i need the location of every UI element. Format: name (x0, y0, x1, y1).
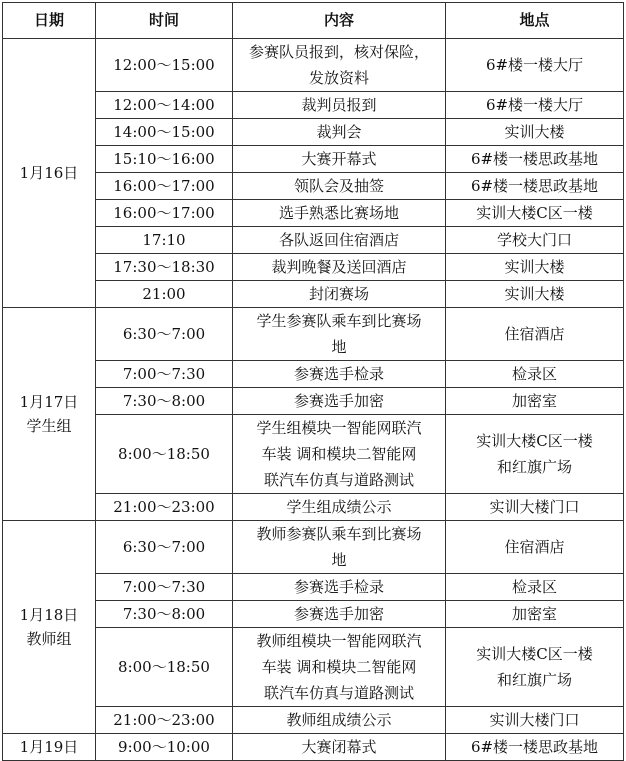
content-cell (233, 308, 446, 361)
place-cell (446, 388, 624, 415)
table-row (3, 494, 624, 521)
content-line: 参赛选手加密 (293, 605, 384, 623)
time-cell: 21:00 (96, 281, 233, 308)
content-cell (233, 707, 446, 734)
date-line: 1月19日 (19, 738, 79, 756)
content-cell (233, 388, 446, 415)
table-row (3, 146, 624, 173)
content-cell (233, 521, 446, 574)
content-cell (233, 361, 446, 388)
content-cell (233, 119, 446, 146)
place-cell (446, 281, 624, 308)
date-line: 学生组 (26, 417, 72, 435)
content-line: 学生组模块一智能网联汽 (256, 419, 422, 437)
table-row (3, 119, 624, 146)
time-cell: 7:30～8:00 (96, 601, 233, 628)
content-cell (233, 628, 446, 707)
content-line: 学生参赛队乘车到比赛场 (256, 312, 422, 330)
content-line: 裁判员报到 (301, 96, 377, 114)
content-cell (233, 39, 446, 92)
table-row (3, 388, 624, 415)
place-cell (446, 415, 624, 494)
time-cell: 16:00～17:00 (96, 200, 233, 227)
place-line: 6#楼一楼思政基地 (470, 738, 599, 756)
place-line: 实训大楼C区一楼 (476, 432, 593, 450)
place-cell (446, 254, 624, 281)
place-cell (446, 119, 624, 146)
place-line: 加密室 (511, 392, 557, 410)
table-row (3, 39, 624, 92)
content-line: 大赛闭幕式 (301, 738, 377, 756)
time-cell: 8:00～18:50 (96, 628, 233, 707)
place-line: 学校大门口 (496, 231, 572, 249)
place-line: 加密室 (511, 605, 557, 623)
content-cell (233, 200, 446, 227)
content-line: 车装 调和模块二智能网 (261, 445, 417, 463)
content-line: 教师组模块一智能网联汽 (256, 632, 422, 650)
place-line: 6#楼一楼思政基地 (470, 177, 599, 195)
time-cell: 21:00～23:00 (96, 494, 233, 521)
place-cell (446, 361, 624, 388)
place-line: 和红旗广场 (496, 671, 572, 689)
schedule-body (3, 39, 624, 761)
content-line: 参赛队员报到，核对保险， (248, 43, 429, 61)
header-row (3, 3, 624, 39)
content-line: 大赛开幕式 (301, 150, 377, 168)
place-line: 实训大楼C区一楼 (476, 645, 593, 663)
content-line: 联汽车仿真与道路测试 (263, 471, 414, 489)
place-line: 实训大楼 (504, 285, 565, 303)
content-line: 学生组成绩公示 (286, 498, 392, 516)
content-cell (233, 734, 446, 761)
place-cell (446, 200, 624, 227)
header-place: 地点 (446, 3, 624, 39)
time-cell: 15:10～16:00 (96, 146, 233, 173)
date-line: 1月17日 (19, 393, 79, 411)
place-line: 住宿酒店 (504, 325, 565, 343)
content-cell (233, 494, 446, 521)
place-line: 6#楼一楼大厅 (485, 96, 584, 114)
place-line: 实训大楼门口 (489, 711, 580, 729)
place-line: 6#楼一楼思政基地 (470, 150, 599, 168)
header-date: 日期 (3, 3, 96, 39)
time-cell: 6:30～7:00 (96, 308, 233, 361)
content-line: 地 (331, 338, 347, 356)
date-line: 1月16日 (19, 164, 79, 182)
content-line: 车装 调和模块二智能网 (261, 658, 417, 676)
place-cell (446, 173, 624, 200)
table-row (3, 601, 624, 628)
date-line: 教师组 (26, 630, 72, 648)
place-cell (446, 734, 624, 761)
content-cell (233, 173, 446, 200)
table-row (3, 281, 624, 308)
content-cell (233, 227, 446, 254)
time-cell: 16:00～17:00 (96, 173, 233, 200)
place-line: 检录区 (511, 578, 557, 596)
content-cell (233, 254, 446, 281)
place-line: 住宿酒店 (504, 538, 565, 556)
place-line: 实训大楼C区一楼 (476, 204, 593, 222)
time-cell: 9:00～10:00 (96, 734, 233, 761)
content-line: 参赛选手检录 (293, 365, 384, 383)
content-line: 封闭赛场 (308, 285, 369, 303)
header-content: 内容 (233, 3, 446, 39)
place-cell (446, 92, 624, 119)
table-row (3, 707, 624, 734)
content-line: 地 (331, 551, 347, 569)
table-row (3, 227, 624, 254)
time-cell: 7:30～8:00 (96, 388, 233, 415)
date-cell (3, 734, 96, 761)
table-row (3, 200, 624, 227)
table-row (3, 521, 624, 574)
table-row (3, 574, 624, 601)
content-line: 领队会及抽签 (293, 177, 384, 195)
time-cell: 7:00～7:30 (96, 361, 233, 388)
time-cell: 17:30～18:30 (96, 254, 233, 281)
content-cell (233, 415, 446, 494)
place-line: 实训大楼 (504, 123, 565, 141)
time-cell: 8:00～18:50 (96, 415, 233, 494)
time-cell: 6:30～7:00 (96, 521, 233, 574)
header-time: 时间 (96, 3, 233, 39)
schedule-table (2, 2, 624, 761)
content-line: 联汽车仿真与道路测试 (263, 684, 414, 702)
time-cell: 17:10 (96, 227, 233, 254)
place-line: 6#楼一楼大厅 (485, 56, 584, 74)
table-row (3, 734, 624, 761)
place-cell (446, 707, 624, 734)
content-cell (233, 281, 446, 308)
place-line: 和红旗广场 (496, 458, 572, 476)
content-line: 教师参赛队乘车到比赛场 (256, 525, 422, 543)
content-line: 裁判晚餐及送回酒店 (271, 258, 407, 276)
table-row (3, 628, 624, 707)
table-row (3, 308, 624, 361)
table-row (3, 92, 624, 119)
date-cell (3, 521, 96, 734)
time-cell: 12:00～14:00 (96, 92, 233, 119)
content-line: 发放资料 (308, 69, 369, 87)
date-cell (3, 308, 96, 521)
table-row (3, 173, 624, 200)
place-cell (446, 574, 624, 601)
content-cell (233, 92, 446, 119)
table-row (3, 361, 624, 388)
content-line: 教师组成绩公示 (286, 711, 392, 729)
place-cell (446, 601, 624, 628)
content-line: 各队返回住宿酒店 (278, 231, 399, 249)
content-line: 参赛选手检录 (293, 578, 384, 596)
content-cell (233, 146, 446, 173)
place-cell (446, 227, 624, 254)
table-row (3, 415, 624, 494)
place-cell (446, 308, 624, 361)
content-cell (233, 601, 446, 628)
date-cell (3, 39, 96, 308)
place-cell (446, 146, 624, 173)
place-cell (446, 628, 624, 707)
time-cell: 12:00～15:00 (96, 39, 233, 92)
place-cell (446, 39, 624, 92)
place-line: 实训大楼门口 (489, 498, 580, 516)
date-line: 1月18日 (19, 606, 79, 624)
content-cell (233, 574, 446, 601)
place-cell (446, 521, 624, 574)
time-cell: 14:00～15:00 (96, 119, 233, 146)
table-row (3, 254, 624, 281)
content-line: 裁判会 (316, 123, 362, 141)
place-line: 检录区 (511, 365, 557, 383)
time-cell: 7:00～7:30 (96, 574, 233, 601)
content-line: 参赛选手加密 (293, 392, 384, 410)
content-line: 选手熟悉比赛场地 (278, 204, 399, 222)
place-cell (446, 494, 624, 521)
time-cell: 21:00～23:00 (96, 707, 233, 734)
place-line: 实训大楼 (504, 258, 565, 276)
